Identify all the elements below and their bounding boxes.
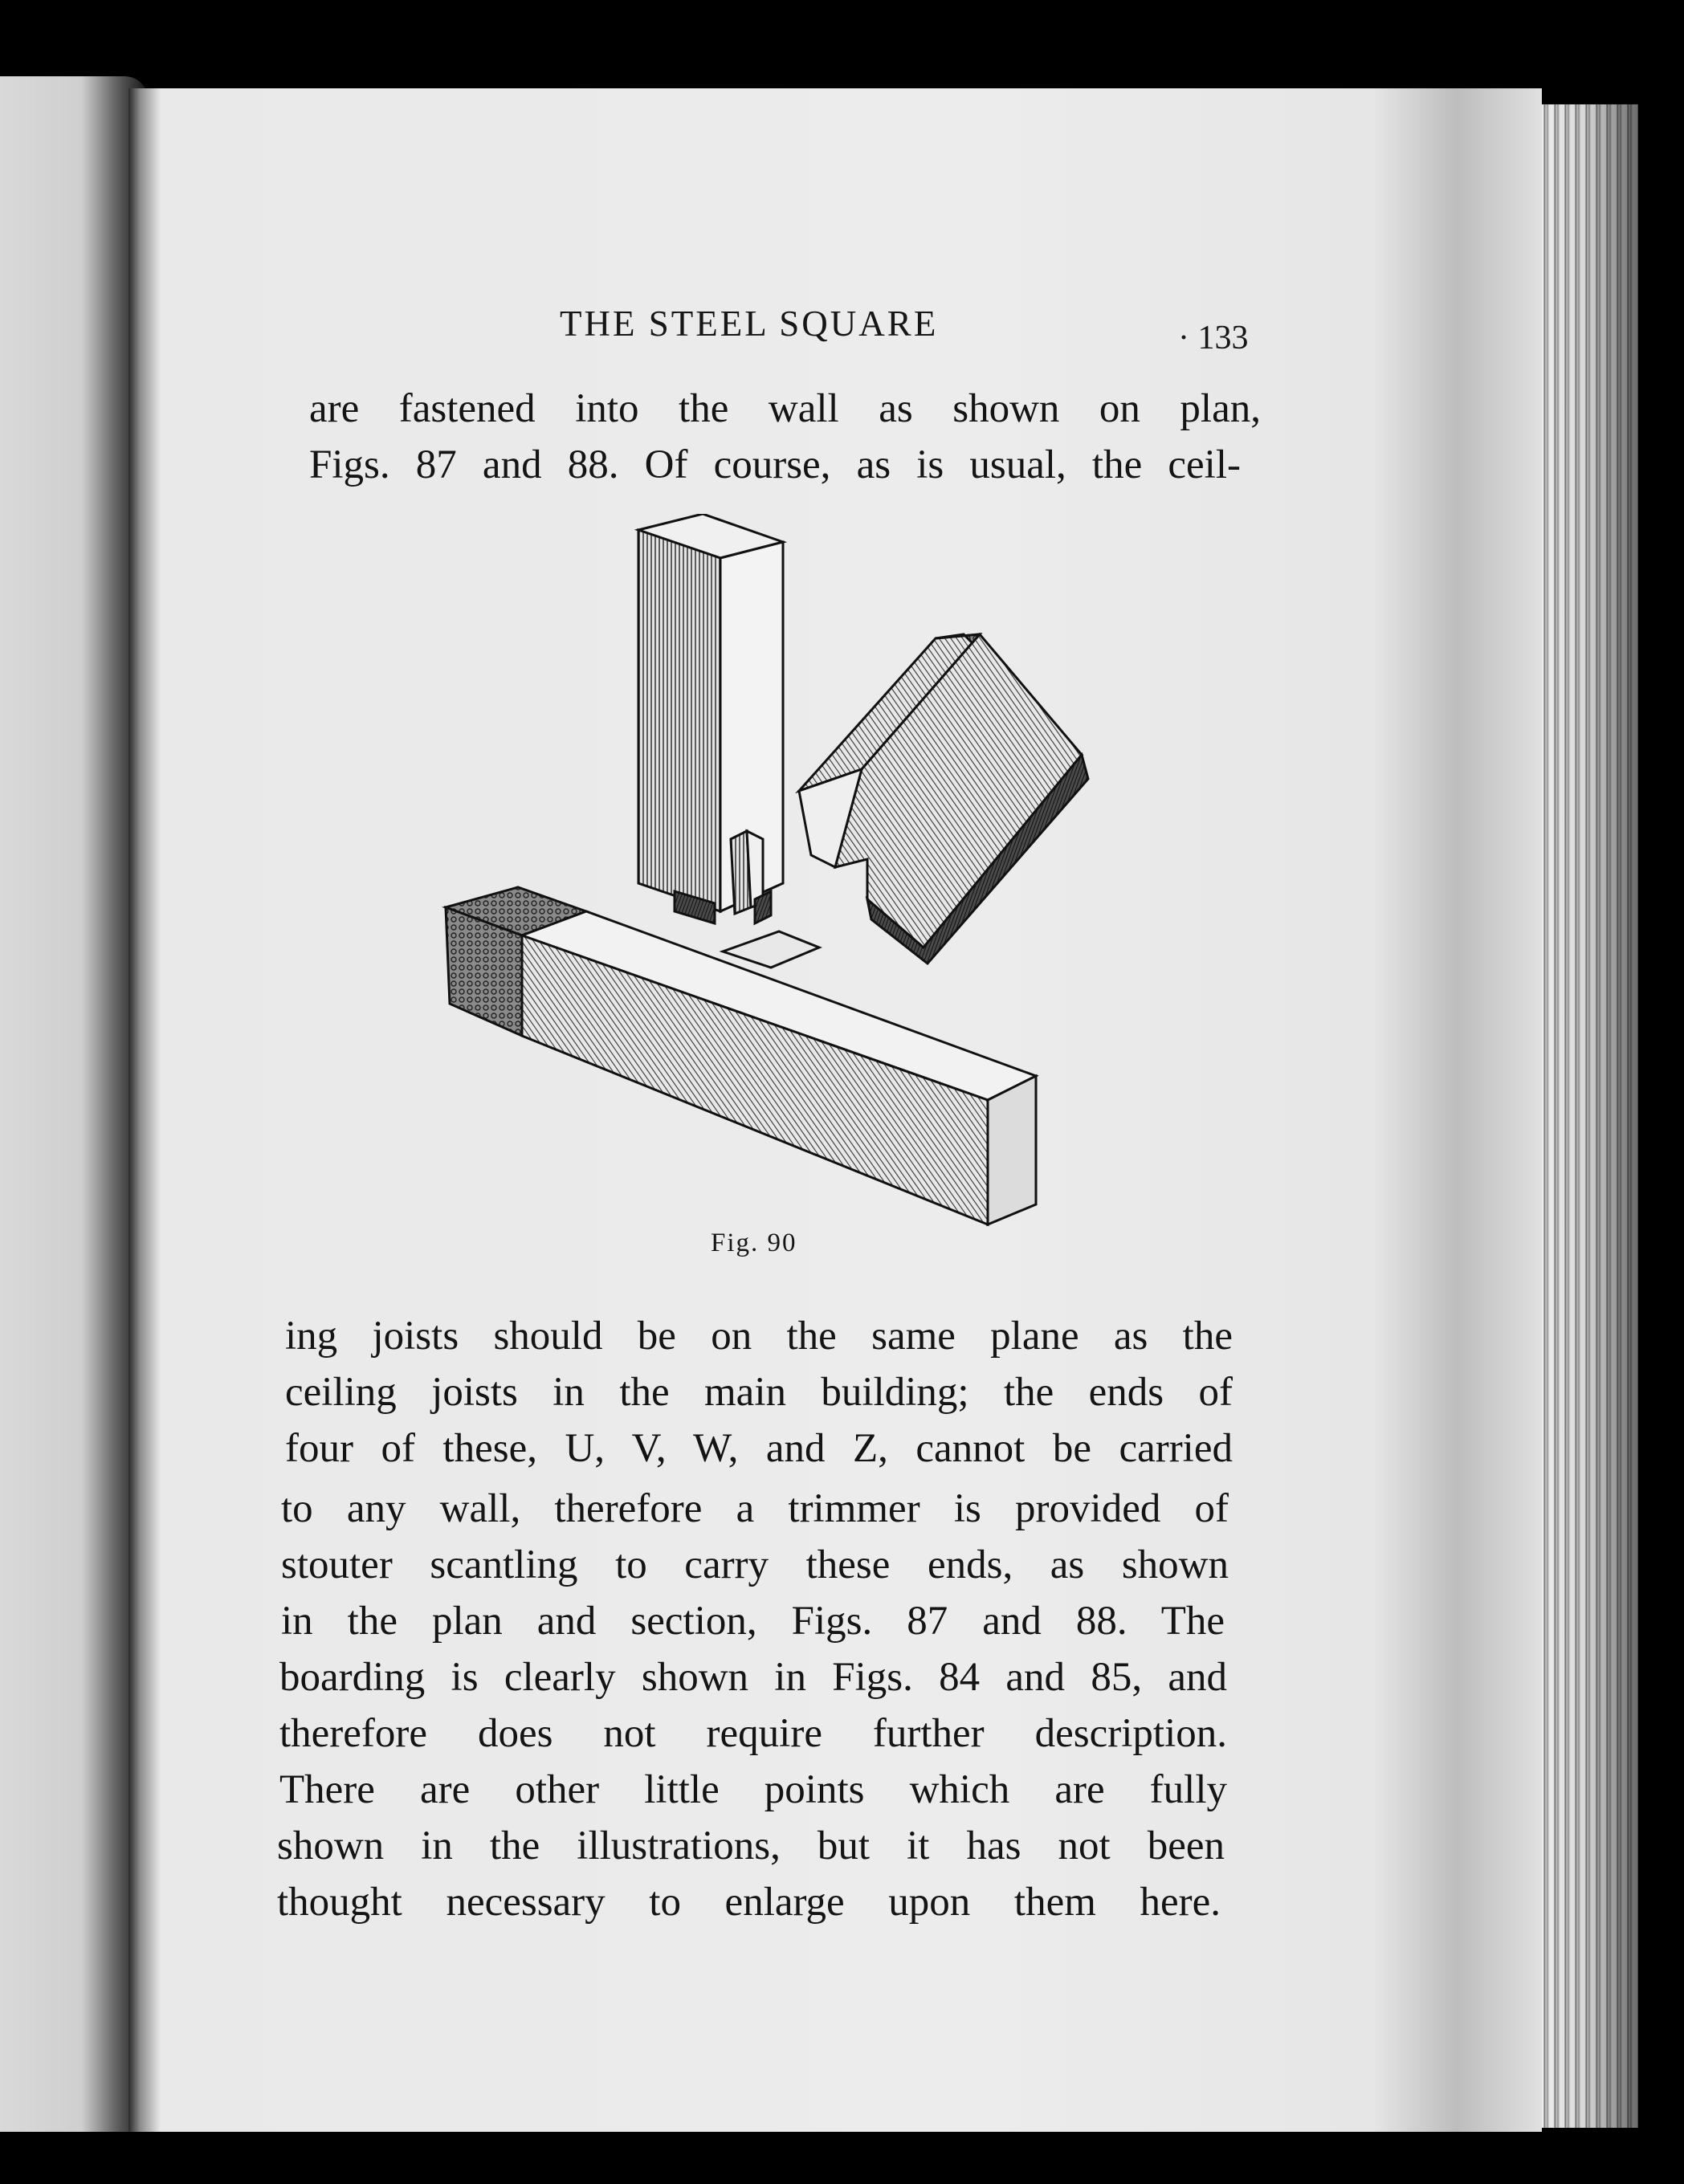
text-line: Figs. 87 and 88. Of course, as is usual, the ceil- <box>309 442 1241 487</box>
text-line: shown in the illustrations, but it has not been <box>277 1823 1225 1868</box>
text-line: ceiling joists in the main building; the ends of <box>285 1370 1233 1415</box>
text-line: four of these, U, V, W, and Z, cannot be carried <box>285 1426 1233 1471</box>
text-line: thought necessary to enlarge upon them here. <box>277 1880 1221 1925</box>
figure-90-timber-joint <box>434 514 1100 1228</box>
vertical-post <box>638 514 783 923</box>
text-line: in the plan and section, Figs. 87 and 88. The <box>281 1599 1225 1644</box>
page-number: · 133 <box>1178 320 1249 357</box>
running-head: THE STEEL SQUARE <box>560 304 939 344</box>
text-line: are fastened into the wall as shown on plan, <box>309 386 1261 431</box>
text-line: ing joists should be on the same plane as the <box>285 1314 1233 1359</box>
figure-caption: Fig. 90 <box>711 1228 797 1257</box>
adjacent-left-page <box>0 76 149 2132</box>
angled-brace <box>799 634 1088 964</box>
text-line: therefore does not require further description. <box>279 1711 1227 1756</box>
text-line: to any wall, therefore a trimmer is provided of <box>281 1486 1229 1531</box>
text-line: stouter scantling to carry these ends, as shown <box>281 1542 1229 1587</box>
text-line: There are other little points which are fully <box>279 1767 1227 1812</box>
text-line: boarding is clearly shown in Figs. 84 and 85, and <box>279 1655 1227 1700</box>
